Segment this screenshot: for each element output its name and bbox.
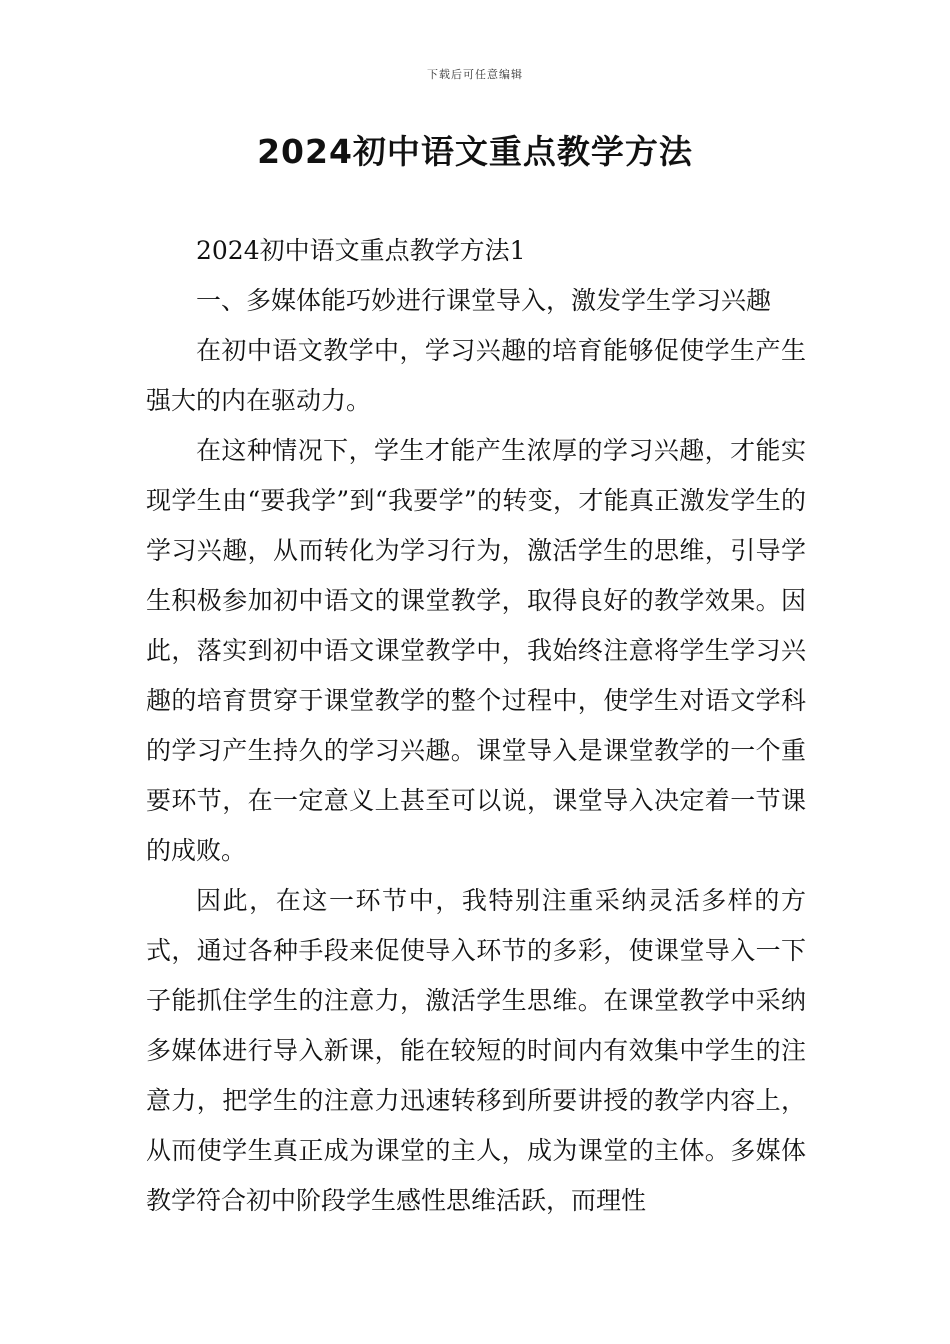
page-title: 2024初中语文重点教学方法 [257,132,693,171]
body-paragraph: 在这种情况下，学生才能产生浓厚的学习兴趣，才能实现学生由“要我学”到“我要学”的转变，才能真正激发学生的学习兴趣，从而转化为学习行为，激活学生的思维，引导学生积极参加初中语文的课堂教学，取得良好的教学效果。因此，落实到初中语文课堂教学中，我始终注意将学生学习兴趣的培育贯穿于课堂教学的整个过程中，使学生对语文学科的学习产生持久的学习兴趣。课堂导入是课堂教学的一个重要环节，在一定意义上甚至可以说，课堂导入决定着一节课的成败。 [146,436,806,865]
body-paragraph: 因此，在这一环节中，我特别注重采纳灵活多样的方式，通过各种手段来促使导入环节的多彩，使课堂导入一下子能抓住学生的注意力，激活学生思维。在课堂教学中采纳多媒体进行导入新课，能在较短的时间内有效集中学生的注意力，把学生的注意力迅速转移到所要讲授的教学内容上，从而使学生真正成为课堂的主人，成为课堂的主体。多媒体教学符合初中阶段学生感性思维活跃，而理性 [146,886,806,1215]
document-body [146,226,806,1226]
header-note: 下载后可任意编辑 [427,68,523,81]
body-paragraph: 在初中语文教学中，学习兴趣的培育能够促使学生产生强大的内在驱动力。 [146,336,806,415]
section-heading: 一、多媒体能巧妙进行课堂导入，激发学生学习兴趣 [196,286,772,315]
document-subtitle: 2024初中语文重点教学方法1 [196,236,526,265]
